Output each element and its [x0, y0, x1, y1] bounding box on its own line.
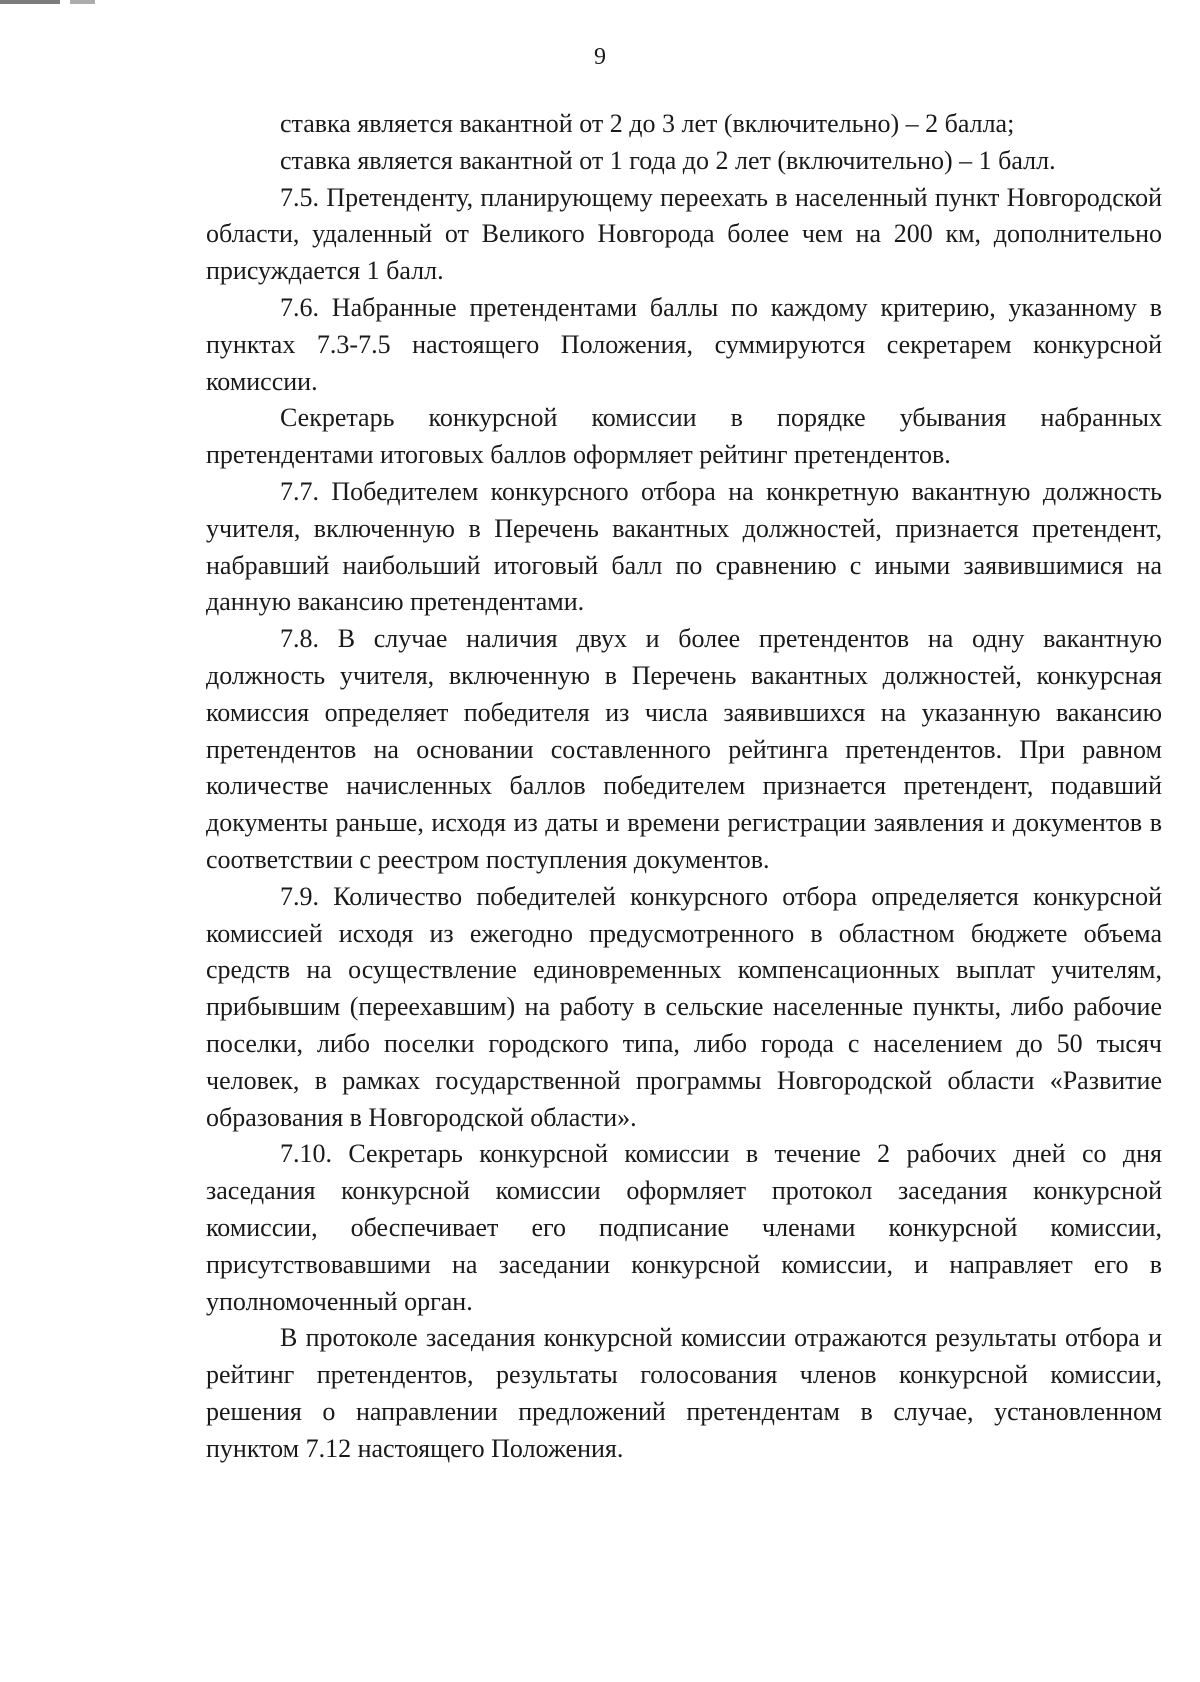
scan-edge-artifact — [0, 0, 120, 4]
paragraph-7-8: 7.8. В случае наличия двух и более претендентов на одну вакантную должность учителя, включенную в Перечень вакантных должностей, конкурсная комиссия определяет победителя из числа заявившихся на указанную вакансию претендентов на основании составленного рейтинга претендентов. При равном количестве начисленных баллов победителем признается претендент, подавший документы раньше, исходя из даты и времени регистрации заявления и документов в соответствии с реестром поступления документов. — [206, 624, 1162, 874]
paragraph-vacancy-1-2-years: ставка является вакантной от 1 года до 2 лет (включительно) – 1 балл. — [280, 145, 1056, 175]
document-body — [206, 106, 1162, 1467]
paragraph-7-5: 7.5. Претенденту, планирующему переехать в населенный пункт Новгородской области, удаленный от Великого Новгорода более чем на 200 км, дополнительно присуждается 1 балл. — [206, 182, 1162, 286]
paragraph-rating: Секретарь конкурсной комиссии в порядке убывания набранных претендентами итоговых баллов оформляет рейтинг претендентов. — [206, 403, 1162, 470]
paragraph-protocol: В протоколе заседания конкурсной комиссии отражаются результаты отбора и рейтинг претендентов, результаты голосования членов конкурсной комиссии, решения о направлении предложений претендентам в случае, установленном пунктом 7.12 настоящего Положения. — [206, 1323, 1162, 1463]
paragraph-vacancy-2-3-years: ставка является вакантной от 2 до 3 лет (включительно) – 2 балла; — [280, 109, 1015, 138]
paragraph-7-9: 7.9. Количество победителей конкурсного отбора определяется конкурсной комиссией исходя из ежегодно предусмотренного в областном бюджете объема средств на осуществление единовременных компенсационных выплат учителям, прибывшим (переехавшим) на работу в сельские населенные пункты, либо рабочие поселки, либо поселки городского типа, либо города с населением до 50 тысяч человек, в рамках государственной программы Новгородской области «Развитие образования в Новгородской области». — [206, 881, 1162, 1132]
paragraph-7-7: 7.7. Победителем конкурсного отбора на конкретную вакантную должность учителя, включенную в Перечень вакантных должностей, признается претендент, набравший наибольший итоговый балл по сравнению с иными заявившимися на данную вакансию претендентами. — [206, 476, 1162, 617]
page-number: 9 — [594, 44, 606, 70]
paragraph-7-10: 7.10. Секретарь конкурсной комиссии в течение 2 рабочих дней со дня заседания конкурсной комиссии оформляет протокол заседания конкурсной комиссии, обеспечивает его подписание членами конкурсной комиссии, присутствовавшими на заседании конкурсной комиссии, и направляет его в уполномоченный орган. — [206, 1139, 1162, 1316]
paragraph-7-6: 7.6. Набранные претендентами баллы по каждому критерию, указанному в пунктах 7.3-7.5 настоящего Положения, суммируются секретарем конкурсной комиссии. — [206, 292, 1162, 396]
